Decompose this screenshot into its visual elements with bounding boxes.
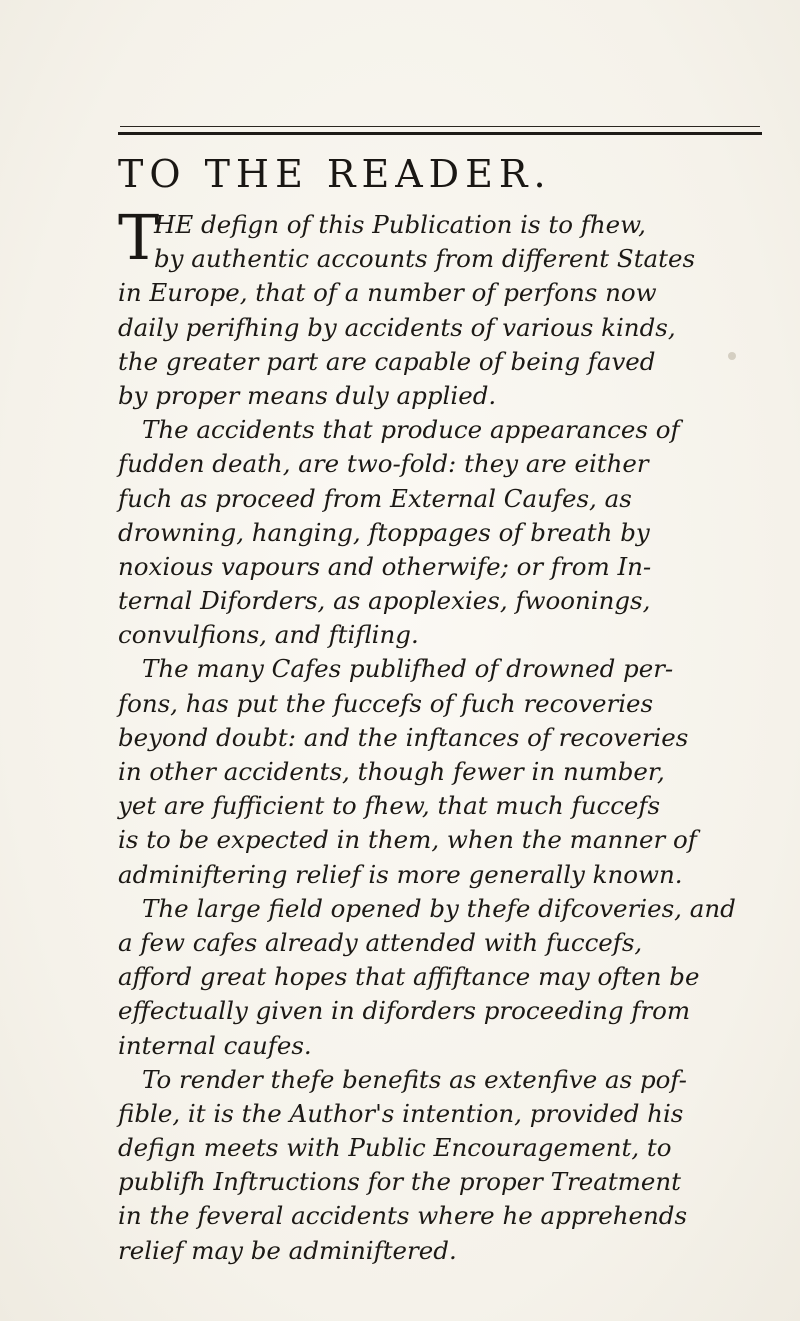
text-line: by proper means duly applied. <box>118 380 497 410</box>
text-line: fible, it is the Author's intention, provided his <box>118 1098 684 1128</box>
text-line: afford great hopes that affiftance may often be <box>118 962 700 992</box>
text-line: The many Cafes publifhed of drowned per- <box>142 654 674 684</box>
text-line: drowning, hanging, ftoppages of breath by <box>118 517 650 547</box>
top-rule-thin <box>120 126 760 127</box>
text-line: effectually given in diforders proceeding from <box>118 996 691 1026</box>
text-line: The large field opened by thefe difcoveries, and <box>142 893 736 923</box>
page-heading: TO THE READER. <box>118 152 552 196</box>
text-line: in Europe, that of a number of perfons now <box>118 278 657 308</box>
text-line: fuch as proceed from External Caufes, as <box>118 483 632 513</box>
text-line: adminiftering relief is more generally known. <box>118 859 683 889</box>
text-line: by authentic accounts from different States <box>154 244 696 274</box>
text-line: daily perifhing by accidents of various kinds, <box>118 312 676 342</box>
text-line: To render thefe benefits as extenfive as pof- <box>142 1064 687 1094</box>
text-line: HE defign of this Publication is to fhew, <box>154 210 646 239</box>
text-line: is to be expected in them, when the manner of <box>118 825 697 855</box>
text-line: convulfions, and ftifling. <box>118 620 419 650</box>
text-line: fudden death, are two-fold: they are either <box>118 449 649 479</box>
drop-cap: T <box>118 201 160 274</box>
text-line: The accidents that produce appearances of <box>142 415 680 445</box>
text-line: internal caufes. <box>118 1030 312 1060</box>
text-line: a few cafes already attended with fuccefs, <box>118 927 643 957</box>
body-text <box>118 201 778 1268</box>
text-line: publifh Inftructions for the proper Treatment <box>118 1167 682 1197</box>
top-rule-thick <box>118 132 762 135</box>
text-line: in other accidents, though fewer in number, <box>118 757 665 786</box>
text-line: the greater part are capable of being faved <box>118 346 656 376</box>
paper-stain <box>728 352 736 360</box>
text-line: relief may be adminiftered. <box>118 1235 457 1265</box>
text-line: yet are fufficient to fhew, that much fuccefs <box>118 791 661 821</box>
text-line: beyond doubt: and the inftances of recoveries <box>118 722 689 752</box>
text-line: defign meets with Public Encouragement, to <box>118 1133 672 1163</box>
text-line: noxious vapours and otherwife; or from In- <box>118 551 652 581</box>
text-line: fons, has put the fuccefs of fuch recoveries <box>118 688 654 718</box>
text-line: in the feveral accidents where he apprehends <box>118 1201 688 1231</box>
text-line: ternal Diforders, as apoplexies, fwoonings, <box>118 586 651 616</box>
